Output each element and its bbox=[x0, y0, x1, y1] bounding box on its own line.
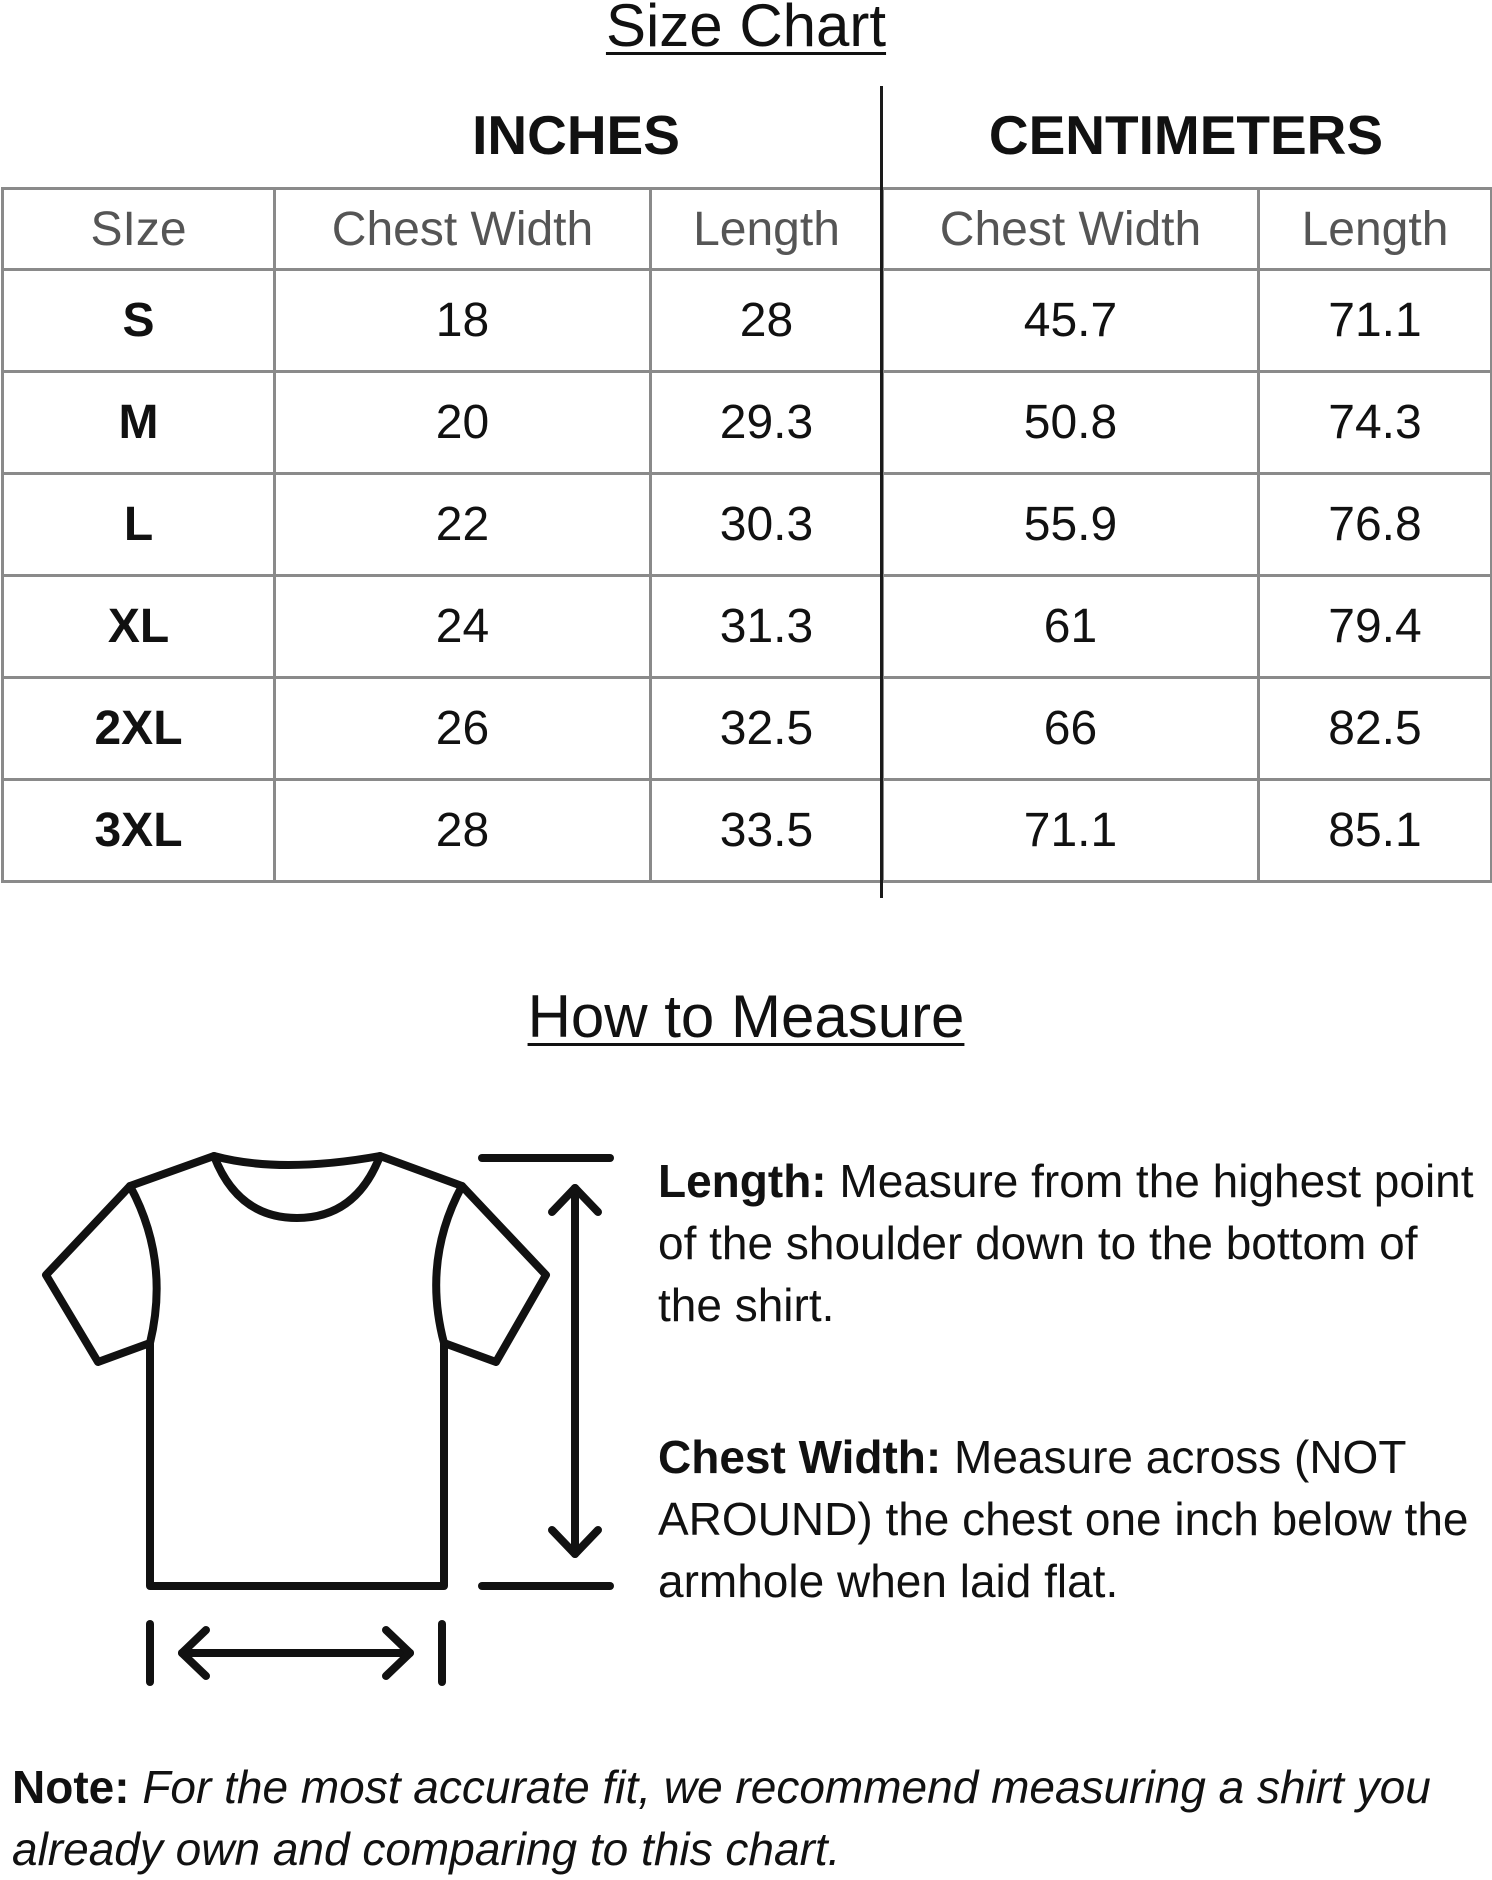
length-in-cell: 30.3 bbox=[651, 474, 883, 576]
length-cm-cell: 71.1 bbox=[1259, 270, 1492, 372]
measure-diagram bbox=[30, 1140, 630, 1700]
chest-cm-cell: 66 bbox=[883, 678, 1259, 780]
table-row bbox=[3, 270, 1492, 372]
length-cm-cell: 79.4 bbox=[1259, 576, 1492, 678]
length-text: Measure from the highest point of the shoulder down to the bottom of the shirt. bbox=[658, 1155, 1474, 1331]
column-header-length-in: Length bbox=[651, 189, 883, 270]
column-header-chest-cm: Chest Width bbox=[883, 189, 1259, 270]
length-label: Length: bbox=[658, 1155, 827, 1207]
chest-in-cell: 26 bbox=[275, 678, 651, 780]
chest-width-description bbox=[658, 1426, 1478, 1612]
note-text: For the most accurate fit, we recommend measuring a shirt you already own and comparing to this chart. bbox=[12, 1761, 1431, 1875]
chest-cm-cell: 71.1 bbox=[883, 780, 1259, 882]
chest-in-cell: 20 bbox=[275, 372, 651, 474]
length-cm-cell: 74.3 bbox=[1259, 372, 1492, 474]
chest-width-label: Chest Width: bbox=[658, 1431, 942, 1483]
table-row bbox=[3, 372, 1492, 474]
column-header-size: SIze bbox=[3, 189, 275, 270]
tshirt-left-armhole bbox=[130, 1186, 157, 1343]
table-row bbox=[3, 678, 1492, 780]
centimeters-header: CENTIMETERS bbox=[988, 104, 1384, 166]
chest-in-cell: 28 bbox=[275, 780, 651, 882]
inches-header: INCHES bbox=[472, 104, 680, 166]
length-in-cell: 32.5 bbox=[651, 678, 883, 780]
how-to-measure-title: How to Measure bbox=[527, 983, 965, 1050]
length-in-cell: 28 bbox=[651, 270, 883, 372]
length-cm-cell: 82.5 bbox=[1259, 678, 1492, 780]
chest-cm-cell: 45.7 bbox=[883, 270, 1259, 372]
size-cell: M bbox=[3, 372, 275, 474]
length-in-cell: 33.5 bbox=[651, 780, 883, 882]
chest-in-cell: 18 bbox=[275, 270, 651, 372]
table-row bbox=[3, 780, 1492, 882]
length-in-cell: 31.3 bbox=[651, 576, 883, 678]
column-header-chest-in: Chest Width bbox=[275, 189, 651, 270]
tshirt-right-armhole bbox=[436, 1186, 462, 1343]
chest-in-cell: 22 bbox=[275, 474, 651, 576]
size-cell: S bbox=[3, 270, 275, 372]
length-cm-cell: 76.8 bbox=[1259, 474, 1492, 576]
size-cell: L bbox=[3, 474, 275, 576]
column-header-length-cm: Length bbox=[1259, 189, 1492, 270]
note bbox=[12, 1756, 1482, 1880]
note-label: Note: bbox=[12, 1761, 130, 1813]
chest-cm-cell: 55.9 bbox=[883, 474, 1259, 576]
page-title: Size Chart bbox=[605, 0, 887, 59]
table-header-row bbox=[3, 189, 1492, 270]
table-row bbox=[3, 474, 1492, 576]
chest-cm-cell: 61 bbox=[883, 576, 1259, 678]
length-in-cell: 29.3 bbox=[651, 372, 883, 474]
size-cell: 3XL bbox=[3, 780, 275, 882]
size-table bbox=[1, 187, 1492, 883]
length-description bbox=[658, 1150, 1478, 1336]
unit-divider bbox=[880, 86, 883, 898]
size-cell: XL bbox=[3, 576, 275, 678]
horizontal-double-arrow-icon bbox=[150, 1624, 442, 1682]
chest-cm-cell: 50.8 bbox=[883, 372, 1259, 474]
length-cm-cell: 85.1 bbox=[1259, 780, 1492, 882]
size-cell: 2XL bbox=[3, 678, 275, 780]
chest-width-text: Measure across (NOT AROUND) the chest one inch below the armhole when laid flat. bbox=[658, 1431, 1469, 1607]
table-row bbox=[3, 576, 1492, 678]
chest-in-cell: 24 bbox=[275, 576, 651, 678]
